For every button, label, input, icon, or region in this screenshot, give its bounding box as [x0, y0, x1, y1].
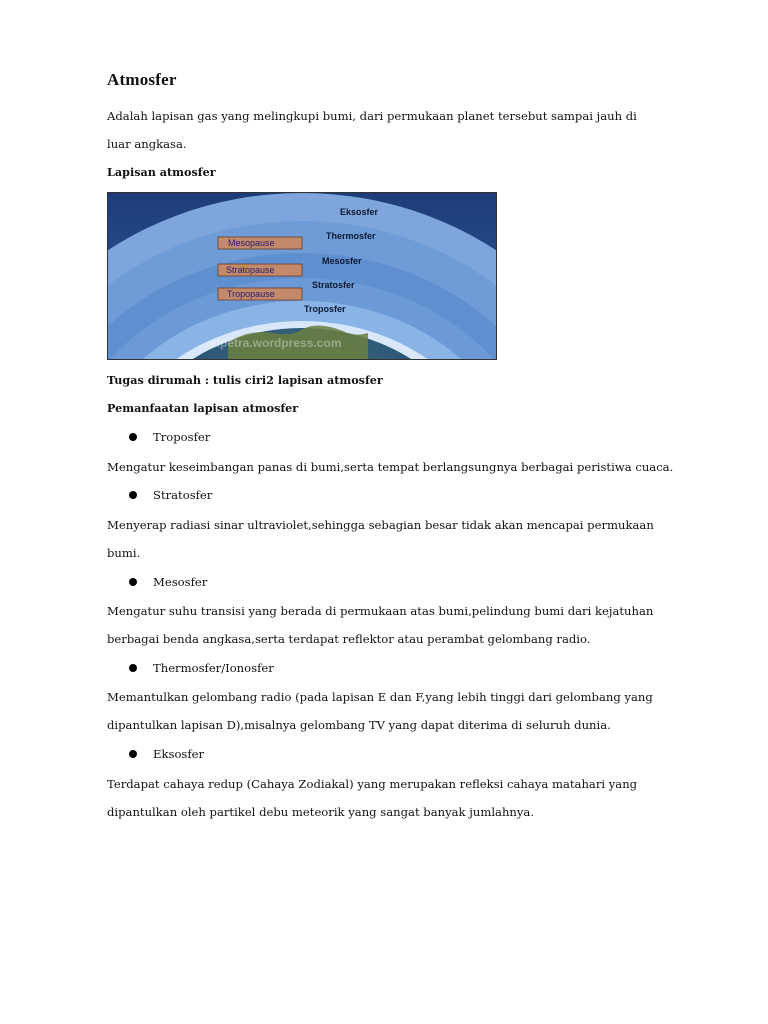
homework-note: Tugas dirumah : tulis ciri2 lapisan atmosfer [107, 373, 383, 387]
bullet-label: Stratosfer [153, 488, 213, 502]
label-tropopause: Tropopause [227, 289, 275, 299]
bullet-item-thermosfer [129, 658, 274, 678]
atmosphere-layers-figure [107, 192, 497, 360]
description-troposfer-line-1: Mengatur keseimbangan panas di bumi,serta tempat berlangsungnya berbagai peristiwa cuaca. [107, 460, 674, 474]
description-stratosfer-line-2: bumi. [107, 546, 141, 560]
label-mesopause: Mesopause [228, 238, 275, 248]
description-thermosfer-line-1: Memantulkan gelombang radio (pada lapisan E dan F,yang lebih tinggi dari gelombang yang [107, 690, 653, 704]
section-heading-uses: Pemanfaatan lapisan atmosfer [107, 401, 299, 415]
intro-line-2: luar angkasa. [107, 137, 187, 151]
bullet-label: Eksosfer [153, 747, 205, 761]
bullet-label: Mesosfer [153, 575, 208, 589]
bullet-label: Thermosfer/Ionosfer [153, 661, 274, 675]
label-mesosfer: Mesosfer [322, 256, 362, 266]
bullet-icon [129, 578, 137, 586]
label-thermosfer: Thermosfer [326, 231, 376, 241]
bullet-item-eksosfer [129, 744, 204, 764]
label-troposfer: Troposfer [304, 304, 346, 314]
description-stratosfer-line-1: Menyerap radiasi sinar ultraviolet,sehingga sebagian besar tidak akan mencapai permukaan [107, 518, 654, 532]
description-mesosfer-line-2: berbagai benda angkasa,serta terdapat reflektor atau perambat gelombang radio. [107, 632, 591, 646]
bullet-icon [129, 433, 137, 441]
page-title: Atmosfer [107, 70, 177, 89]
label-eksosfer: Eksosfer [340, 207, 379, 217]
bullet-icon [129, 664, 137, 672]
figure-watermark: …elpetra.wordpress.com [198, 336, 342, 350]
bullet-item-stratosfer [129, 485, 212, 505]
bullet-item-mesosfer [129, 572, 207, 592]
intro-line-1: Adalah lapisan gas yang melingkupi bumi, dari permukaan planet tersebut sampai jauh di [107, 109, 637, 123]
bullet-icon [129, 491, 137, 499]
description-eksosfer-line-2: dipantulkan oleh partikel debu meteorik yang sangat banyak jumlahnya. [107, 805, 535, 819]
bullet-label: Troposfer [153, 430, 211, 444]
bullet-icon [129, 750, 137, 758]
description-mesosfer-line-1: Mengatur suhu transisi yang berada di permukaan atas bumi,pelindung bumi dari kejatuhan [107, 604, 654, 618]
bullet-item-troposfer [129, 427, 210, 447]
atmosphere-diagram [108, 193, 496, 359]
description-eksosfer-line-1: Terdapat cahaya redup (Cahaya Zodiakal) yang merupakan refleksi cahaya matahari yang [107, 777, 638, 791]
label-stratosfer: Stratosfer [312, 280, 355, 290]
label-stratopause: Stratopause [226, 265, 275, 275]
description-thermosfer-line-2: dipantulkan lapisan D),misalnya gelombang TV yang dapat diterima di seluruh dunia. [107, 718, 611, 732]
section-heading-layers: Lapisan atmosfer [107, 165, 216, 179]
